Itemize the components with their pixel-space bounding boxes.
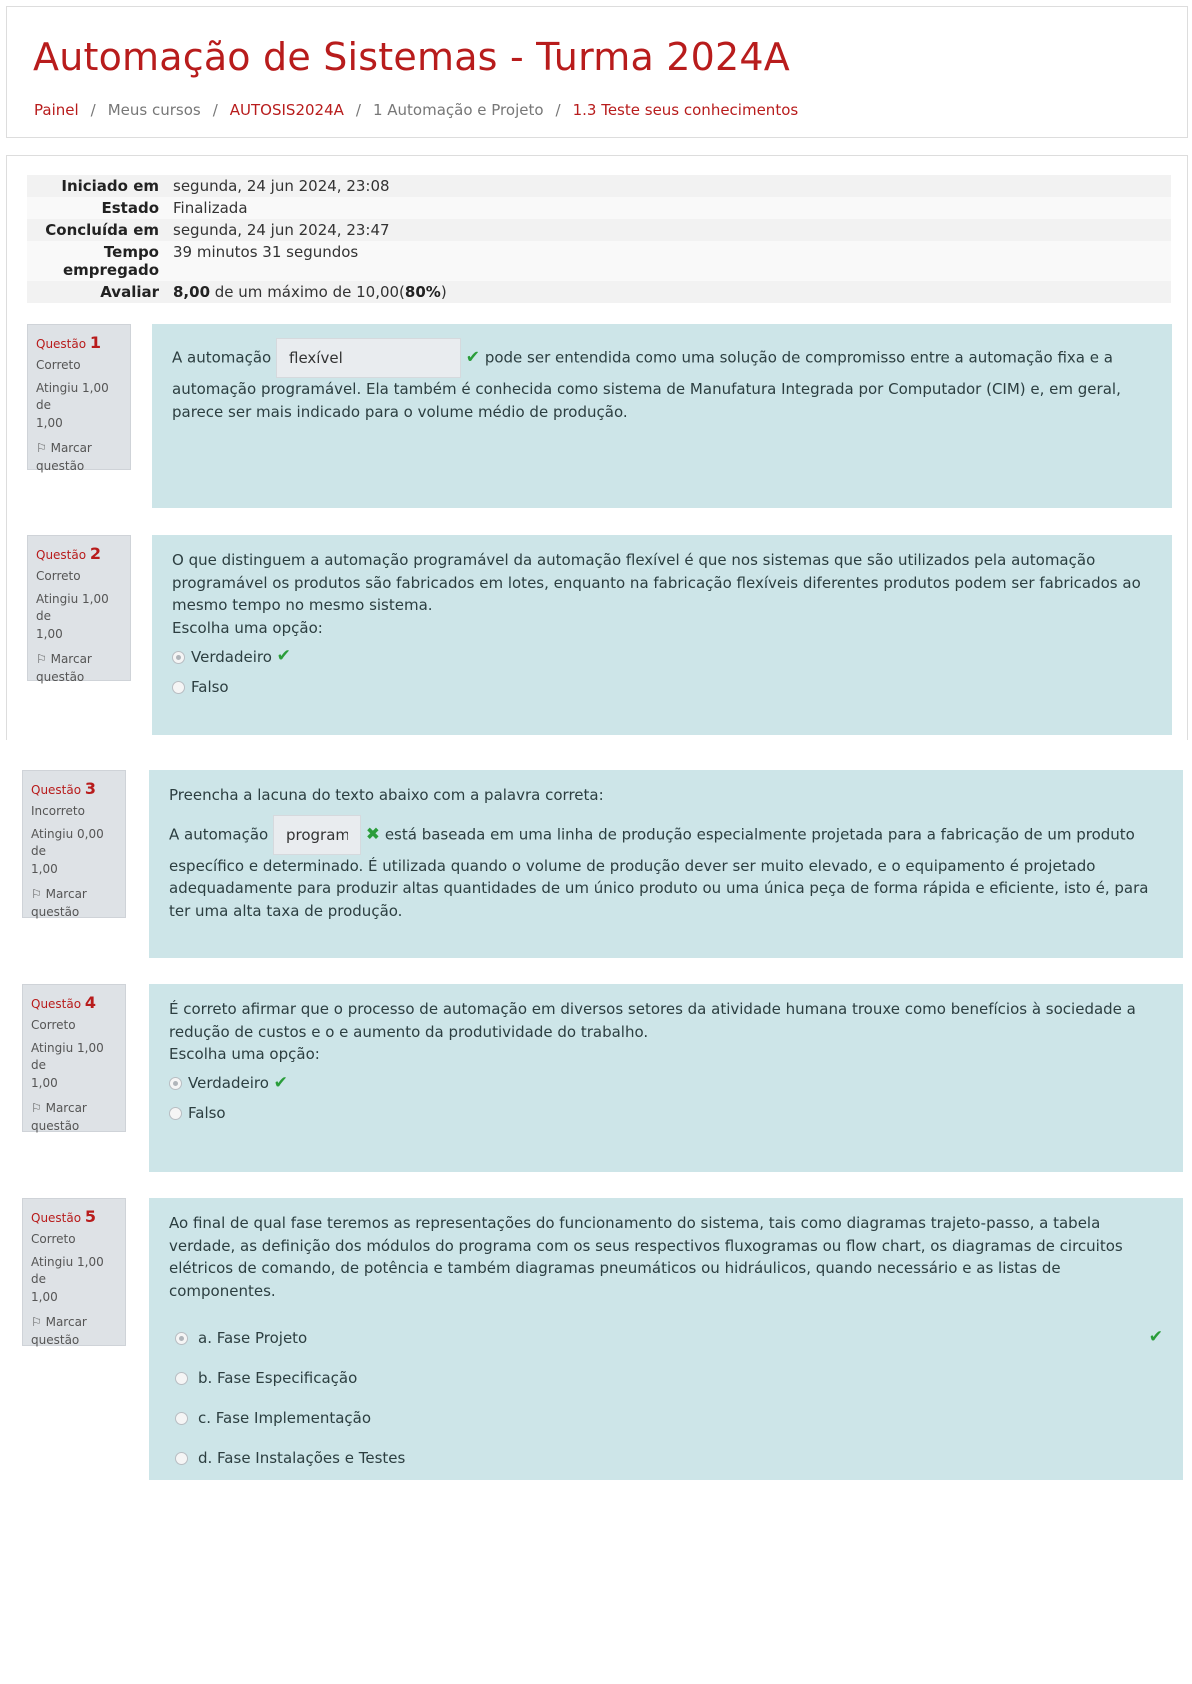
text-before: A automação: [169, 825, 269, 843]
question-info-4: [22, 984, 126, 1132]
radio-button[interactable]: [172, 651, 185, 664]
question-content-3: [149, 770, 1183, 958]
text-after: pode ser entendida como uma solução de compromisso entre a automação fixa e a automação programável. Ela também é conhecida como sistema de Manufatura Integrada por Computador (CIM) e, em geral, parece ser mais indicado para o volume médio de produção.: [172, 348, 1121, 421]
question-number-value: 2: [89, 544, 102, 563]
page-header: [6, 6, 1188, 138]
summary-label-line: empregado: [62, 261, 159, 279]
question-info-5: [22, 1198, 126, 1346]
radio-button[interactable]: [169, 1107, 182, 1120]
summary-value: [169, 281, 451, 303]
attempt-summary-table: [27, 175, 1171, 303]
grade-text: 1,00: [31, 1289, 58, 1304]
question-text: [172, 338, 1152, 423]
flag-question-button[interactable]: [31, 1314, 117, 1349]
grade-percent: 80%: [404, 283, 441, 301]
question-number: [31, 993, 117, 1012]
check-icon: ✔: [273, 1072, 288, 1093]
grade-text: Atingiu 1,00 de: [36, 592, 109, 624]
summary-row-time: [27, 241, 1171, 281]
summary-label: Estado: [101, 199, 159, 217]
summary-row-completed: [27, 219, 1171, 241]
question-number: [36, 544, 122, 563]
radio-button[interactable]: [172, 681, 185, 694]
breadcrumb-separator: /: [355, 101, 361, 119]
question-number: [31, 1207, 117, 1226]
option-false[interactable]: [169, 1102, 1163, 1126]
flag-icon: ⚐: [31, 887, 42, 902]
radio-button[interactable]: [175, 1332, 188, 1345]
option-true[interactable]: [169, 1072, 1163, 1096]
breadcrumb-separator: /: [555, 101, 561, 119]
flag-label: Marcar: [50, 441, 92, 456]
grade-score: 8,00: [173, 283, 211, 301]
flag-icon: ⚐: [36, 652, 47, 667]
grade-text: 1,00: [31, 1075, 58, 1090]
radio-button[interactable]: [175, 1452, 188, 1465]
grade-text: Atingiu 1,00 de: [36, 381, 109, 413]
question-text: É correto afirmar que o processo de automação em diversos setores da atividade humana trouxe como benefícios à sociedade a redução de custos e o e aumento da produtividade do trabalho.: [169, 1000, 1136, 1041]
question-info-3: [22, 770, 126, 918]
grade-close: ): [440, 283, 447, 301]
summary-row-grade: [27, 281, 1171, 303]
question-grade: [31, 1040, 117, 1092]
question-info-2: [27, 535, 131, 684]
flag-label: Marcar: [45, 1101, 87, 1116]
question-instruction: Preencha a lacuna do texto abaixo com a palavra correta:: [169, 786, 604, 804]
option-label: a. Fase Projeto: [198, 1328, 308, 1347]
flag-question-button[interactable]: [31, 1100, 117, 1135]
breadcrumb-course[interactable]: AUTOSIS2024A: [229, 101, 344, 119]
question-grade: [31, 826, 117, 878]
flag-label: Marcar: [45, 1315, 87, 1330]
check-icon: ✔: [1148, 1327, 1163, 1348]
grade-text: 1,00: [31, 861, 58, 876]
question-state: Correto: [36, 358, 81, 372]
radio-button[interactable]: [175, 1372, 188, 1385]
flag-question-button[interactable]: [31, 886, 117, 921]
question-number-value: 4: [84, 993, 97, 1012]
summary-row-started: [27, 175, 1171, 197]
radio-button[interactable]: [169, 1077, 182, 1090]
breadcrumb-quiz[interactable]: 1.3 Teste seus conhecimentos: [572, 101, 799, 119]
flag-label: questão: [36, 669, 85, 684]
check-icon: ✔: [465, 347, 481, 368]
grade-max: de um máximo de 10,00(: [210, 283, 405, 301]
summary-row-state: [27, 197, 1171, 219]
breadcrumb: [34, 101, 798, 119]
flag-question-button[interactable]: [36, 651, 122, 686]
grade-text: 1,00: [36, 415, 63, 430]
flag-label: Marcar: [50, 652, 92, 667]
flag-label: questão: [31, 904, 80, 919]
check-icon: ✔: [276, 646, 291, 667]
answer-field[interactable]: [273, 815, 361, 855]
question-grade: [36, 380, 122, 432]
text-before: A automação: [172, 348, 272, 367]
grade-text: Atingiu 0,00 de: [31, 827, 104, 859]
page-title: Automação de Sistemas - Turma 2024A: [33, 35, 790, 79]
question-text: O que distinguem a automação programável da automação flexível é que nos sistemas que são utilizados pela automação programável os produtos são fabricados em lotes, enquanto na fabricação flexíveis diferentes produtos podem ser fabricados ao mesmo tempo no mesmo sistema.: [172, 551, 1141, 614]
question-state: Correto: [36, 569, 81, 583]
option-label: Verdadeiro: [191, 647, 272, 666]
option-label: b. Fase Especificação: [198, 1368, 358, 1387]
summary-value: segunda, 24 jun 2024, 23:47: [173, 221, 390, 239]
option-label: Falso: [191, 677, 229, 696]
question-word: Questão: [36, 337, 87, 351]
question-state: Correto: [31, 1232, 76, 1246]
breadcrumb-painel[interactable]: Painel: [34, 101, 79, 119]
breadcrumb-separator: /: [212, 101, 218, 119]
radio-button[interactable]: [175, 1412, 188, 1425]
option-label: d. Fase Instalações e Testes: [198, 1448, 406, 1467]
question-content-1: [152, 324, 1172, 508]
grade-text: 1,00: [36, 626, 63, 641]
question-number: [31, 779, 117, 798]
summary-label: Iniciado em: [61, 177, 159, 195]
question-content-2: [152, 535, 1172, 735]
summary-label-line: Tempo: [103, 243, 159, 261]
choose-option-prompt: Escolha uma opção:: [172, 618, 323, 637]
summary-value: segunda, 24 jun 2024, 23:08: [173, 177, 390, 195]
question-number-value: 3: [84, 779, 97, 798]
question-content-4: [149, 984, 1183, 1172]
question-state: Correto: [31, 1018, 76, 1032]
option-b[interactable]: [169, 1358, 1163, 1398]
breadcrumb-section: 1 Automação e Projeto: [372, 101, 544, 119]
flag-label: questão: [31, 1118, 80, 1133]
summary-value: 39 minutos 31 segundos: [173, 243, 359, 261]
option-label: c. Fase Implementação: [198, 1408, 372, 1427]
grade-text: Atingiu 1,00 de: [31, 1041, 104, 1073]
question-info-1: [27, 324, 131, 473]
cross-icon: ✖: [365, 824, 381, 844]
flag-icon: ⚐: [36, 441, 47, 456]
summary-label: [27, 241, 169, 281]
choose-option-prompt: Escolha uma opção:: [169, 1045, 320, 1063]
question-number-value: 1: [89, 333, 102, 352]
question-word: Questão: [31, 1211, 82, 1225]
question-text: [169, 815, 1163, 923]
question-content-5: [149, 1198, 1183, 1480]
option-false[interactable]: [172, 675, 1152, 699]
question-state: Incorreto: [31, 804, 85, 818]
question-text: Ao final de qual fase teremos as representações do funcionamento do sistema, tais como diagramas trajeto-passo, a tabela verdade, as definição dos módulos do programa com os seus respectivos fluxogramas ou flow chart, os diagramas de circuitos elétricos de comando, de potência e também diagramas pneumáticos ou hidráulicos, quando necessário e as listas de componentes.: [169, 1214, 1123, 1300]
option-true[interactable]: [172, 645, 1152, 669]
option-c[interactable]: [169, 1398, 1163, 1438]
question-word: Questão: [31, 997, 82, 1011]
answer-field[interactable]: [276, 338, 461, 378]
question-grade: [36, 591, 122, 643]
summary-label: Concluída em: [45, 221, 159, 239]
grade-text: Atingiu 1,00 de: [31, 1255, 104, 1287]
option-d[interactable]: [169, 1438, 1163, 1478]
question-number-value: 5: [84, 1207, 97, 1226]
question-word: Questão: [31, 783, 82, 797]
text-after: está baseada em uma linha de produção especialmente projetada para a fabricação de um produto específico e determinado. É utilizada quando o volume de produção dever ser muito elevado, e o equipamento é projetado adequadamente para produzir altas quantidades de um único produto ou uma única peça de forma rápida e eficiente, isto é, para ter uma alta taxa de produção.: [169, 825, 1149, 920]
question-grade: [31, 1254, 117, 1306]
option-label: Falso: [188, 1104, 226, 1123]
question-word: Questão: [36, 548, 87, 562]
flag-icon: ⚐: [31, 1101, 42, 1116]
flag-question-button[interactable]: [36, 440, 122, 475]
summary-label: Avaliar: [100, 283, 159, 301]
answer-options: [169, 1318, 1163, 1478]
summary-value: Finalizada: [173, 199, 248, 217]
flag-icon: ⚐: [31, 1315, 42, 1330]
question-number: [36, 333, 122, 352]
option-label: Verdadeiro: [188, 1074, 269, 1093]
flag-label: questão: [36, 458, 85, 473]
breadcrumb-meus-cursos: Meus cursos: [107, 101, 201, 119]
breadcrumb-separator: /: [90, 101, 96, 119]
flag-label: questão: [31, 1332, 80, 1347]
option-a[interactable]: [169, 1318, 1163, 1358]
flag-label: Marcar: [45, 887, 87, 902]
